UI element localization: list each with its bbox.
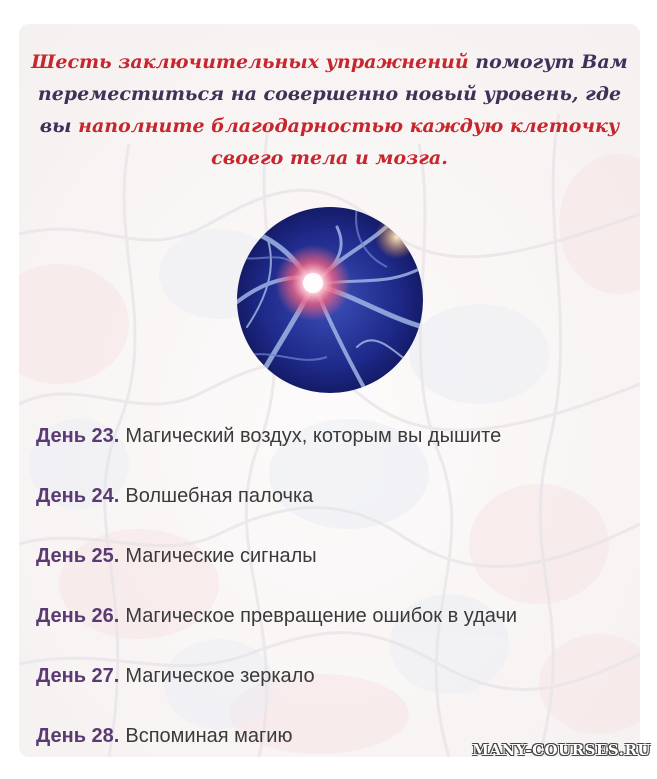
list-item-day-26: [36, 586, 626, 646]
content-card: [19, 24, 640, 757]
list-item-day-27: [36, 646, 626, 706]
watermark: [472, 741, 651, 759]
intro-highlight-gratitude: наполните благодарностью каждую клеточку своего тела и мозга.: [78, 115, 620, 169]
day-title: Магическое превращение ошибок в удачи: [125, 604, 518, 627]
intro-middle-text: помогут Вам переместиться на совершенно новый уровень, где вы: [37, 51, 628, 137]
day-title: Магическое зеркало: [125, 664, 315, 687]
intro-highlight-exercises: Шесть заключительных упражнений: [31, 51, 469, 73]
day-number: День 23.: [36, 424, 120, 447]
day-title: Вспоминая магию: [125, 724, 293, 747]
day-number: День 25.: [36, 544, 120, 567]
day-number: День 26.: [36, 604, 120, 627]
day-number: День 28.: [36, 724, 120, 747]
list-item-day-24: [36, 466, 626, 526]
list-item-day-25: [36, 526, 626, 586]
list-item-day-23: [36, 406, 626, 466]
watermark-text: MANY-COURSES.RU: [472, 741, 651, 759]
neuron-image: [237, 207, 423, 393]
day-number: День 27.: [36, 664, 120, 687]
day-title: Магический воздух, которым вы дышите: [125, 424, 502, 447]
intro-text: [29, 46, 630, 174]
days-list: [36, 406, 626, 757]
day-title: Магические сигналы: [125, 544, 317, 567]
day-title: Волшебная палочка: [125, 484, 314, 507]
day-number: День 24.: [36, 484, 120, 507]
